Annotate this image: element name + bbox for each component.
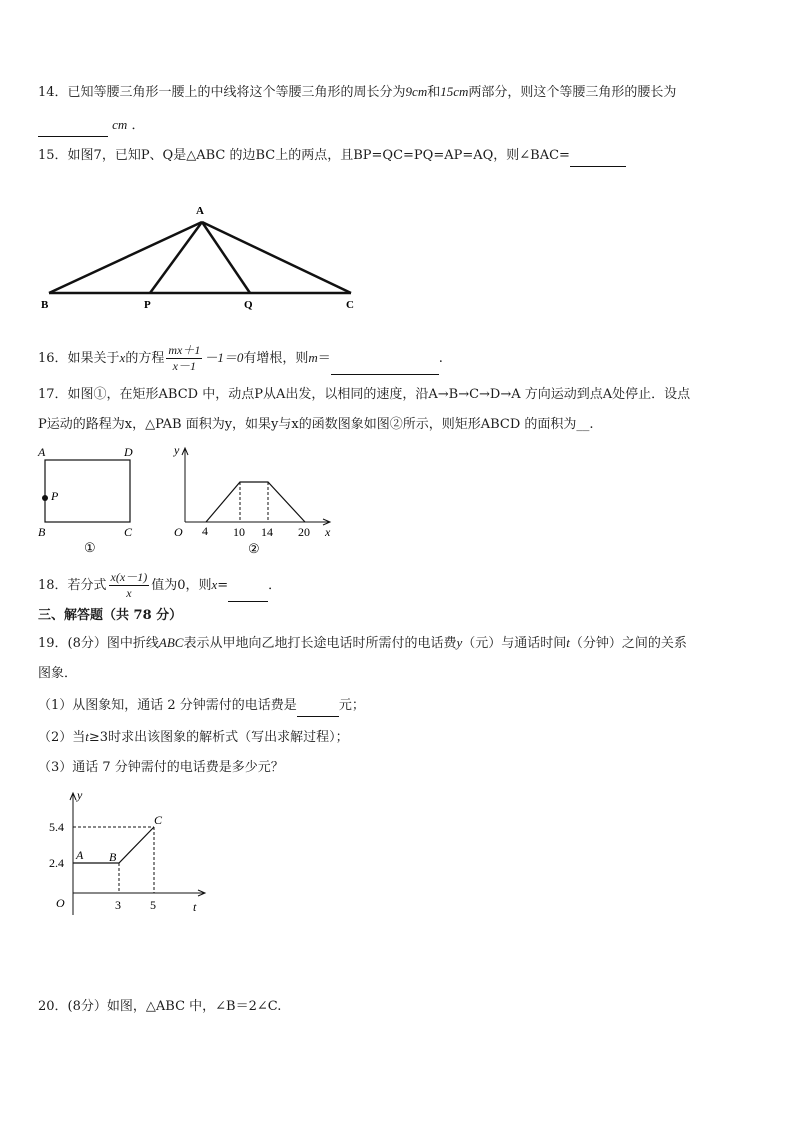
q18-end: ． xyxy=(268,578,282,593)
q18-text-mid: 值为0，则 xyxy=(151,578,212,593)
fig2-tick-10: 10 xyxy=(233,525,245,539)
q19-sub3: （3）通话 7 分钟需付的电话费是多少元？ xyxy=(38,760,284,775)
label-c: C xyxy=(346,299,354,311)
question-19-sub-3 xyxy=(38,758,284,778)
segment-ap xyxy=(150,222,202,293)
q19-sub1-pre: （1）从图象知，通话 2 分钟需付的电话费是 xyxy=(38,698,297,713)
q19-label-c: C xyxy=(154,813,163,827)
fig1-label-b: B xyxy=(38,525,46,539)
q19-label-a: A xyxy=(76,848,84,862)
question-20 xyxy=(38,997,281,1017)
fig2-origin-label: O xyxy=(174,525,183,539)
q14-unit-2: cm xyxy=(453,84,469,99)
q18-var-x: x xyxy=(211,577,218,592)
q19-sub1-answer-blank[interactable] xyxy=(297,696,339,717)
q19-tick-54: 5.4 xyxy=(49,820,64,834)
q19-sub2-pre: （2）当 xyxy=(38,730,86,745)
fig2-tick-4: 4 xyxy=(202,524,208,538)
q19-sub2-var: t xyxy=(85,729,89,744)
q19-origin-label: O xyxy=(56,896,65,910)
q19-tick-5: 5 xyxy=(150,898,156,912)
q20-text: 20．(8分）如图，△ABC 中，∠B＝2∠C. xyxy=(38,999,282,1014)
question-18 xyxy=(38,570,281,602)
question-17-line-1 xyxy=(38,385,690,405)
label-q: Q xyxy=(244,299,253,311)
q16-answer-blank[interactable] xyxy=(331,344,439,375)
q19-phone-fee-graph xyxy=(40,785,220,920)
q16-var-m: m xyxy=(308,350,318,365)
fig1-label-a: A xyxy=(38,445,46,459)
q14-text-mid: 和 xyxy=(427,85,441,100)
q14-value-2: 15 xyxy=(440,84,454,99)
q19-tick-3: 3 xyxy=(115,898,121,912)
q17-line-1: 17．如图①，在矩形ABCD 中，动点P从A出发，以相同的速度，沿A→B→C→D→A 方向运动到点A处停止．设点 xyxy=(38,387,691,402)
q16-text-pre: 16．如果关于 xyxy=(38,351,120,366)
q14-text-post: 两部分，则这个等腰三角形的腰长为 xyxy=(468,85,677,100)
q18-text-pre: 18．若分式 xyxy=(38,578,107,593)
q18-fraction xyxy=(109,570,150,601)
q19-line1-post: （分钟）之间的关系 xyxy=(569,636,687,651)
label-b: B xyxy=(41,299,49,311)
q18-eqsign: = xyxy=(217,578,229,593)
q16-text-mid: 的方程 xyxy=(125,351,165,366)
q19-sub2-post: ≥3时求出该图象的解析式（写出求解过程）； xyxy=(88,730,349,745)
q19-tick-24: 2.4 xyxy=(49,856,64,870)
q14-answer-blank[interactable] xyxy=(38,116,108,137)
q19-abc: ABC xyxy=(158,635,184,650)
question-17-line-2 xyxy=(38,415,594,435)
q18-denominator: x xyxy=(126,586,132,600)
q18-answer-blank[interactable] xyxy=(228,571,268,602)
q14-dot: ． xyxy=(131,118,145,133)
q17-line-2: P运动的路程为x，△PAB 面积为y，如果y与x的函数图象如图②所示，则矩形ABCD 的面积为__. xyxy=(38,417,594,432)
fig2-tick-20: 20 xyxy=(298,525,310,539)
fig1-label-d: D xyxy=(124,445,133,459)
q18-numerator: x(x－1) xyxy=(110,570,148,584)
q19-line1-mid2: （元）与通话时间 xyxy=(462,636,567,651)
fig1-label-c: C xyxy=(124,525,133,539)
q19-y-var: y xyxy=(456,635,463,650)
section-3-heading xyxy=(38,606,182,626)
q15-answer-blank[interactable] xyxy=(570,146,626,167)
fig1-caption: ① xyxy=(84,540,96,555)
question-15 xyxy=(38,146,626,167)
fig1-label-p: P xyxy=(51,489,59,503)
q15-text: 15．如图7，已知P、Q是△ABC 的边BC上的两点，且BP=QC=PQ=AP=AQ，则∠BAC= xyxy=(38,148,570,163)
label-a: A xyxy=(196,205,204,217)
q16-equation-rest: －1＝0 xyxy=(204,350,244,365)
segment-ac xyxy=(202,222,351,293)
question-16 xyxy=(38,343,443,375)
q19-label-b: B xyxy=(109,850,117,864)
fig2-tick-14: 14 xyxy=(261,525,273,539)
q16-text-post: 有增根，则 xyxy=(243,351,309,366)
question-19-sub-2 xyxy=(38,727,349,748)
q14-value-1: 9 xyxy=(405,84,413,99)
q19-line1-mid: 表示从甲地向乙地打长途电话时所需付的电话费 xyxy=(183,636,457,651)
point-p xyxy=(42,495,48,501)
question-14 xyxy=(38,82,676,103)
q19-line1-pre: 19．(8分）图中折线 xyxy=(38,636,159,651)
fig2-y-label: y xyxy=(174,443,180,457)
fig2-caption: ② xyxy=(248,541,260,556)
q15-triangle-figure xyxy=(30,198,370,313)
q17-figure-1-rectangle xyxy=(30,440,150,560)
q19-t-label: t xyxy=(193,900,197,914)
fig2-graph-line xyxy=(206,482,305,522)
segment-ab xyxy=(49,222,202,293)
q14-unit-end: cm xyxy=(112,117,128,132)
q16-denominator: x－1 xyxy=(172,359,196,373)
q17-figure-2-function-graph xyxy=(165,440,345,560)
q16-fraction xyxy=(166,343,202,374)
q16-eqsign: ＝ xyxy=(317,351,331,366)
q19-t-var: t xyxy=(566,635,570,650)
q16-var-x: x xyxy=(119,350,126,365)
label-p: P xyxy=(144,299,151,311)
section-3-title: 三、解答题（共 78 分） xyxy=(38,608,183,623)
q19-sub1-post: 元； xyxy=(338,698,365,713)
fig2-x-label: x xyxy=(325,525,331,539)
question-19-line-2 xyxy=(38,664,77,684)
question-14-answer-line xyxy=(38,115,144,137)
question-19-line-1 xyxy=(38,633,687,654)
q14-text-pre: 14．已知等腰三角形一腰上的中线将这个等腰三角形的周长分为 xyxy=(38,85,406,100)
q14-unit-1: cm xyxy=(412,84,428,99)
q19-line-2: 图象． xyxy=(38,666,78,681)
q16-numerator: mx＋1 xyxy=(168,343,201,357)
question-19-sub-1 xyxy=(38,696,365,717)
q19-y-label: y xyxy=(77,788,83,802)
q16-end: . xyxy=(438,351,443,366)
